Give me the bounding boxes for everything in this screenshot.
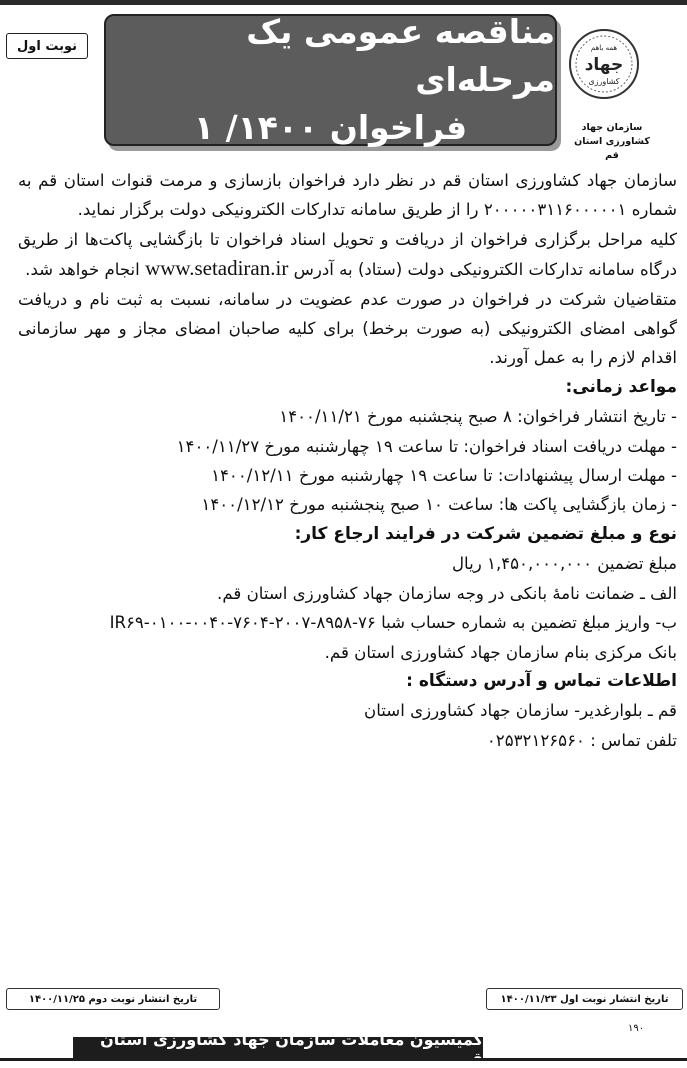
schedule-heading: مواعد زمانی: xyxy=(565,376,677,397)
process-paragraph xyxy=(18,225,677,285)
footer-commission-bar: کمیسیون معاملات سازمان جهاد کشاورزی استان xyxy=(73,1037,483,1061)
process-text-end: انجام خواهد شد. xyxy=(25,260,140,280)
guarantee-option-a: الف ـ ضمانت نامهٔ بانکی در وجه سازمان جهاد کشاورزی استان قم. xyxy=(217,583,677,603)
schedule-item-documents: - مهلت دریافت اسناد فراخوان: تا ساعت ۱۹ چهارشنبه مورخ ۱۴۰۰/۱۱/۲۷ xyxy=(176,436,677,456)
logo-text-bottom: کشاورزی xyxy=(588,77,620,86)
top-border xyxy=(0,0,687,5)
page-title: مناقصه عمومی یک مرحله‌ای xyxy=(246,12,555,99)
logo-text-main: جهاد xyxy=(584,55,624,75)
logo-text-top: همه باهم xyxy=(590,44,618,52)
schedule-item-opening: - زمان بازگشایی پاکت ها: ساعت ۱۰ صبح پنجشنبه مورخ ۱۴۰۰/۱۲/۱۲ xyxy=(201,495,677,515)
schedule-item-proposals: - مهلت ارسال پیشنهادات: تا ساعت ۱۹ چهارشنبه مورخ ۱۴۰۰/۱۲/۱۱ xyxy=(211,466,677,486)
guarantee-option-b-bank: بانک مرکزی بنام سازمان جهاد کشاورزی استان قم. xyxy=(324,642,677,662)
notice-body xyxy=(18,166,677,755)
page-number: ۱۹۰ xyxy=(628,1023,645,1034)
round-tag: نوبت اول xyxy=(6,33,88,59)
contact-phone: تلفن تماس : ۰۲۵۳۲۱۲۶۵۶۰ xyxy=(486,730,677,750)
title-banner xyxy=(104,14,557,146)
contact-address: قم ـ بلوارغدیر- سازمان جهاد کشاورزی استان xyxy=(364,701,677,721)
intro-paragraph: سازمان جهاد کشاورزی استان قم در نظر دارد فراخوان بازسازی و مرمت قنوات استان قم به شماره ۲۰۰۰۰۰۳۱۱۶۰۰۰۰۰۱ را از طریق سامانه تدارکات الکترونیکی دولت برگزار نماید. xyxy=(18,171,677,220)
org-name-line2: کشاورزی استان قم xyxy=(574,136,650,161)
organization-name xyxy=(566,121,658,163)
jahad-keshavarzi-logo-icon xyxy=(567,26,641,106)
schedule-item-publish: - تاریخ انتشار فراخوان: ۸ صبح پنجشنبه مورخ ۱۴۰۰/۱۱/۲۱ xyxy=(279,407,677,427)
process-text: کلیه مراحل برگزاری فراخوان از دریافت و تحویل اسناد فراخوان تا بازگشایی پاکت‌ها از طریق درگاه سامانه تدارکات الکترونیکی دولت (ستاد) به آدرس xyxy=(18,229,677,280)
guarantee-option-b: ب- واریز مبلغ تضمین به شماره حساب شبا IR۶۹-۰۱۰۰-۰۰۴۰-۷۶۰۴-۲۰۰۷-۸۹۵۸-۷۶ xyxy=(109,613,677,633)
guarantee-heading: نوع و مبلغ تضمین شرکت در فرایند ارجاع کار: xyxy=(294,523,677,544)
contact-heading: اطلاعات تماس و آدرس دستگاه : xyxy=(406,670,677,691)
org-name-line1: سازمان جهاد xyxy=(581,122,643,133)
registration-paragraph: متقاضیان شرکت در فراخوان در صورت عدم عضویت در سامانه، نسبت به ثبت نام و دریافت گواهی امضای الکترونیکی (به صورت برخط) برای کلیه صاحبان امضای مجاز و مهر سازمانی اقدام لازم را به عمل آورند. xyxy=(18,289,677,368)
call-number-title: فراخوان ۱۴۰۰/ ۱ xyxy=(193,108,468,147)
second-publication-date: تاریخ انتشار نوبت دوم ۱۴۰۰/۱۱/۲۵ xyxy=(6,988,220,1010)
setad-url-link[interactable]: www.setadiran.ir xyxy=(145,256,289,281)
guarantee-amount: مبلغ تضمین ۱,۴۵۰,۰۰۰,۰۰۰ ریال xyxy=(452,554,677,574)
first-publication-date: تاریخ انتشار نوبت اول ۱۴۰۰/۱۱/۲۳ xyxy=(486,988,683,1010)
